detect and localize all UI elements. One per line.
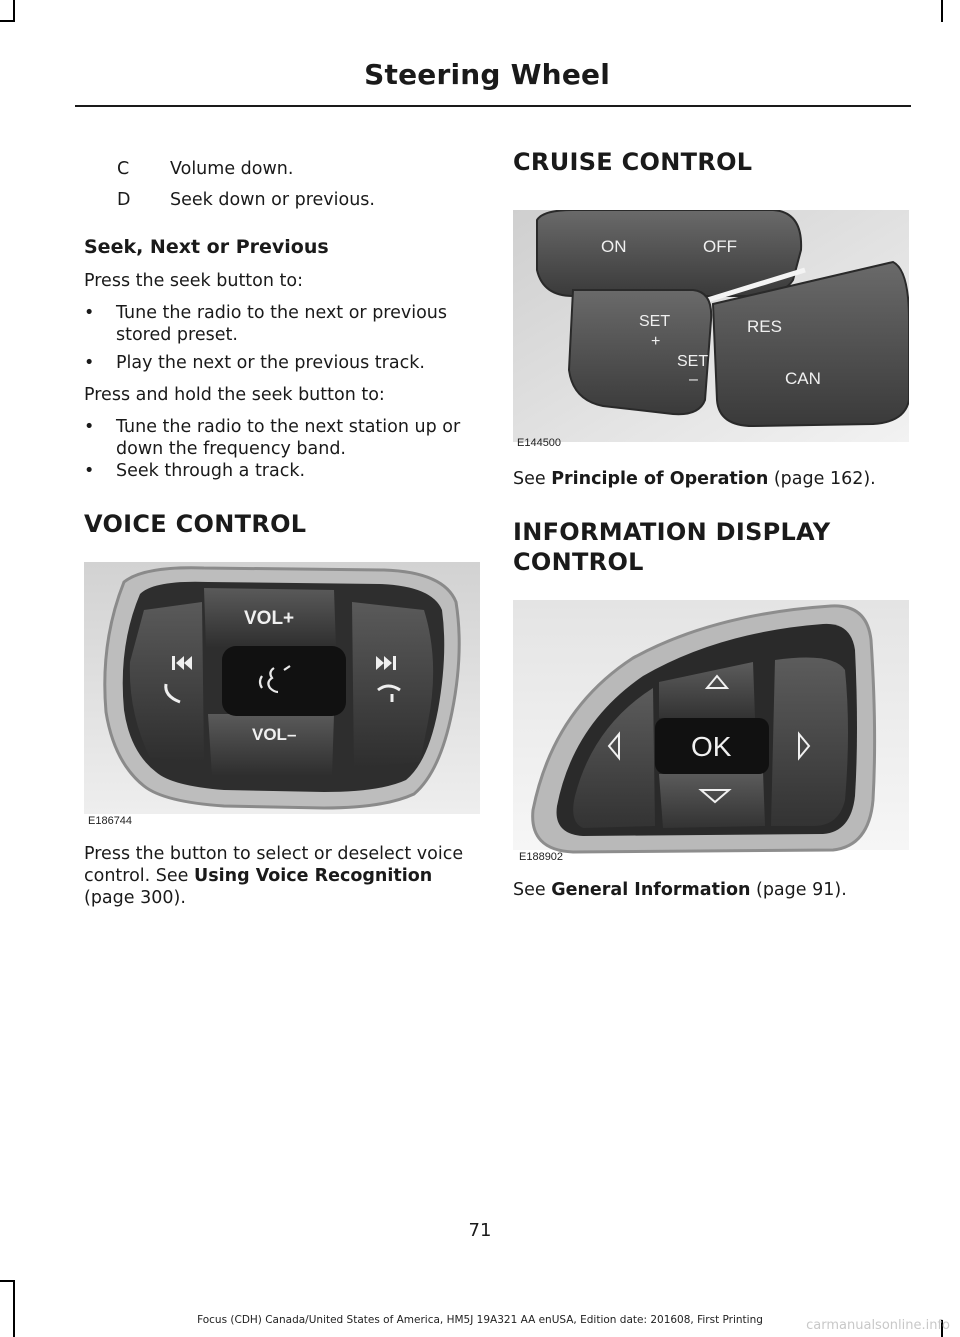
see-text: See bbox=[513, 880, 552, 900]
list-item-key: C bbox=[117, 159, 130, 179]
page-title: Steering Wheel bbox=[364, 58, 610, 91]
crop-mark-bottom-left-v bbox=[13, 1280, 15, 1337]
plus-icon: + bbox=[651, 333, 661, 350]
info-see-reference bbox=[513, 879, 909, 901]
bullet-dot: • bbox=[84, 353, 95, 373]
on-label: ON bbox=[601, 237, 627, 256]
info-display-illustration bbox=[513, 600, 909, 864]
list-item-key: D bbox=[117, 190, 131, 210]
info-display-heading-line2: CONTROL bbox=[513, 548, 644, 576]
general-information-link[interactable]: General Information bbox=[551, 880, 751, 900]
voice-control-heading: VOICE CONTROL bbox=[84, 510, 307, 538]
set-minus-label: SET bbox=[677, 353, 709, 370]
bullet-dot: • bbox=[84, 461, 95, 481]
press-intro: Press the seek button to: bbox=[84, 271, 303, 291]
crop-mark-top-left-h bbox=[0, 20, 15, 22]
vol-down-label: VOL– bbox=[252, 725, 297, 744]
vol-up-label: VOL+ bbox=[244, 608, 295, 629]
bullet-dot: • bbox=[84, 417, 95, 437]
list-item-text: Volume down. bbox=[170, 159, 294, 179]
bullet-text: Tune the radio to the next station up or down the frequency band. bbox=[116, 417, 461, 459]
info-display-figure bbox=[513, 600, 909, 864]
watermark: carmanualsonline.info bbox=[806, 1318, 950, 1333]
principle-of-operation-link[interactable]: Principle of Operation bbox=[551, 469, 769, 489]
header-rule bbox=[75, 105, 911, 107]
bullet-item bbox=[84, 352, 484, 374]
voice-paragraph bbox=[84, 843, 480, 909]
voice-recognition-link[interactable]: Using Voice Recognition bbox=[194, 866, 433, 886]
seek-heading: Seek, Next or Previous bbox=[84, 236, 329, 258]
crop-mark-bottom-left-h bbox=[0, 1280, 15, 1282]
list-item-text: Seek down or previous. bbox=[170, 190, 375, 210]
res-label: RES bbox=[747, 317, 782, 336]
voice-control-figure bbox=[84, 562, 480, 830]
figure-id: E188902 bbox=[519, 851, 564, 863]
minus-icon: – bbox=[689, 371, 698, 388]
figure-id: E186744 bbox=[88, 815, 133, 827]
info-display-heading-line1: INFORMATION DISPLAY bbox=[513, 518, 831, 546]
crop-mark-top-left-v bbox=[13, 0, 15, 22]
see-text: See bbox=[513, 469, 552, 489]
ok-label: OK bbox=[691, 731, 732, 762]
see-page: (page 162). bbox=[768, 469, 876, 489]
figure-id: E144500 bbox=[517, 437, 562, 449]
cruise-control-heading: CRUISE CONTROL bbox=[513, 148, 753, 176]
bullet-item bbox=[84, 460, 484, 482]
bullet-text: Tune the radio to the next or previous stored preset. bbox=[116, 303, 448, 345]
crop-mark-top-right-v bbox=[941, 0, 943, 22]
can-label: CAN bbox=[785, 369, 821, 388]
bullet-item bbox=[84, 302, 484, 346]
voice-paragraph-page: (page 300). bbox=[84, 888, 186, 908]
cruise-control-figure bbox=[513, 210, 909, 450]
hold-intro: Press and hold the seek button to: bbox=[84, 385, 385, 405]
edition-footer: Focus (CDH) Canada/United States of America, HM5J 19A321 AA enUSA, Edition date: 201608, First Printing bbox=[197, 1314, 763, 1326]
bullet-dot: • bbox=[84, 303, 95, 323]
cruise-see-reference bbox=[513, 468, 909, 490]
bullet-item bbox=[84, 416, 484, 460]
voice-control-illustration bbox=[84, 562, 480, 830]
page-number: 71 bbox=[468, 1220, 492, 1241]
bullet-text: Seek through a track. bbox=[116, 461, 306, 481]
see-page: (page 91). bbox=[750, 880, 847, 900]
voice-paragraph-text: Press the button to select or deselect voice control. See bbox=[84, 844, 464, 886]
bullet-text: Play the next or the previous track. bbox=[116, 353, 425, 373]
cruise-control-illustration bbox=[513, 210, 909, 450]
set-plus-label: SET bbox=[639, 313, 671, 330]
off-label: OFF bbox=[703, 237, 737, 256]
